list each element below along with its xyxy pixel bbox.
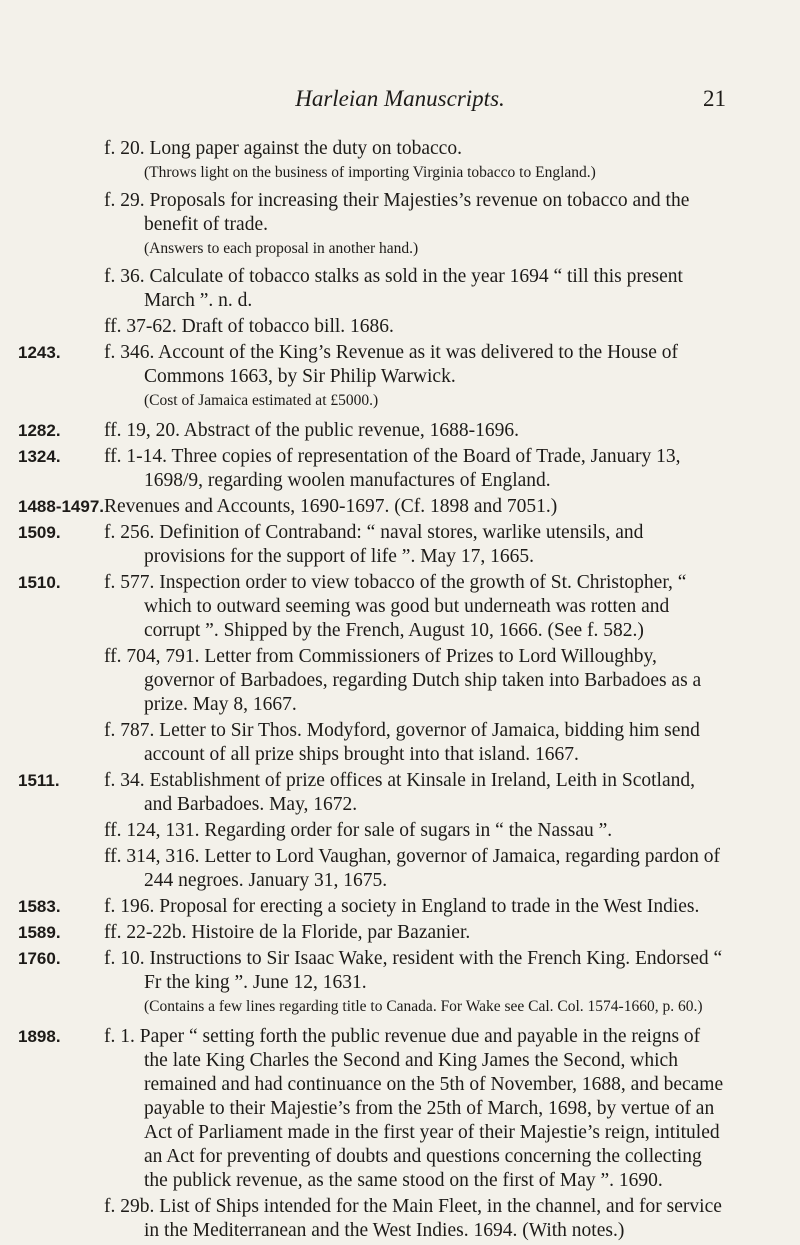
entry-note: (Answers to each proposal in another hand.) [144, 240, 419, 257]
entry-text: f. 346. Account of the King’s Revenue as it was delivered to the House of Commons 1663, by Sir Philip Warwick. [104, 342, 679, 387]
entry-text: ff. 124, 131. Regarding order for sale of sugars in “ the Nassau ”. [104, 820, 613, 841]
entry-1760 [18, 947, 724, 995]
entry-1324 [18, 445, 724, 493]
manuscript-number: 1488-1497. [18, 497, 105, 516]
entry-1282 [18, 419, 724, 443]
manuscript-number: 1760. [18, 949, 61, 968]
entry-text: ff. 37-62. Draft of tobacco bill. 1686. [104, 316, 394, 337]
entry-text: ff. 1-14. Three copies of representation of the Board of Trade, January 13, 1698/9, regarding woolen manufactures of England. [104, 446, 681, 491]
entry-text: f. 1. Paper “ setting forth the public revenue due and payable in the reigns of the late King Charles the Second and King James the Second, which remained and had continuance on the 5th of November, 1688, and became payable to their Majestie’s from the 25th of March, 1698, by vertue of an Act of Parliament made in the first year of their Majestie’s reign, intituled an Act for preventing of doubts and questions concerning the collecting the publick revenue, as the same stood on the first of May ”. 1690. [104, 1026, 724, 1191]
entry-text: f. 10. Instructions to Sir Isaac Wake, resident with the French King. Endorsed “ Fr the king ”. June 12, 1631. [104, 948, 723, 993]
manuscript-number: 1324. [18, 447, 61, 466]
entry-text: f. 34. Establishment of prize offices at Kinsale in Ireland, Leith in Scotland, and Barbadoes. May, 1672. [104, 770, 695, 815]
running-title: Harleian Manuscripts. [295, 86, 505, 111]
entry-note: (Cost of Jamaica estimated at £5000.) [144, 392, 379, 409]
manuscript-number: 1589. [18, 923, 61, 942]
entry-note: (Contains a few lines regarding title to Canada. For Wake see Cal. Col. 1574-1660, p. 60.) [144, 998, 703, 1015]
catalogue-entries [18, 137, 724, 1245]
entry-text: ff. 22-22b. Histoire de la Floride, par Bazanier. [104, 922, 471, 943]
entry-1509 [18, 521, 724, 569]
manuscript-number: 1510. [18, 573, 61, 592]
entry-text: f. 196. Proposal for erecting a society in England to trade in the West Indies. [104, 896, 700, 917]
manuscript-number: 1898. [18, 1027, 61, 1046]
entry-1898 [18, 1025, 724, 1193]
entry-1511 [18, 769, 724, 817]
entry-text: Revenues and Accounts, 1690-1697. (Cf. 1898 and 7051.) [104, 496, 558, 517]
page-number: 21 [703, 86, 726, 111]
entry-text: ff. 314, 316. Letter to Lord Vaughan, governor of Jamaica, regarding pardon of 244 negroes. January 31, 1675. [104, 846, 721, 891]
manuscript-number: 1282. [18, 421, 61, 440]
entry-text: f. 256. Definition of Contraband: “ naval stores, warlike utensils, and provisions for the support of life ”. May 17, 1665. [104, 522, 644, 567]
manuscript-number: 1583. [18, 897, 61, 916]
entry-text: f. 577. Inspection order to view tobacco of the growth of St. Christopher, “ which to outward seeming was good but underneath was rotten and corrupt ”. Shipped by the French, August 10, 1666. (See f. 582.) [104, 572, 687, 641]
manuscript-number: 1509. [18, 523, 61, 542]
entry-text: f. 29b. List of Ships intended for the Main Fleet, in the channel, and for service in the Mediterranean and the West Indies. 1694. (With notes.) [104, 1196, 722, 1241]
entry-1510 [18, 571, 724, 643]
entry-1243 [18, 341, 724, 389]
page-header [0, 86, 800, 116]
entry-1589 [18, 921, 724, 945]
entry-text: f. 20. Long paper against the duty on tobacco. [104, 138, 462, 159]
entry-text: f. 787. Letter to Sir Thos. Modyford, governor of Jamaica, bidding him send account of all prize ships brought into that island. 1667. [104, 720, 700, 765]
entry-text: ff. 19, 20. Abstract of the public revenue, 1688-1696. [104, 420, 520, 441]
entry-text: ff. 704, 791. Letter from Commissioners of Prizes to Lord Willoughby, governor of Barbadoes, regarding Dutch ship taken into Barbadoes as a prize. May 8, 1667. [104, 646, 702, 715]
entry-1488-1497 [18, 495, 724, 519]
entry-text: f. 36. Calculate of tobacco stalks as sold in the year 1694 “ till this present March ”. n. d. [104, 266, 683, 311]
manuscript-number: 1511. [18, 771, 60, 790]
manuscript-number: 1243. [18, 343, 61, 362]
entry-1583 [18, 895, 724, 919]
entry-note: (Throws light on the business of importing Virginia tobacco to England.) [144, 164, 596, 181]
entry-text: f. 29. Proposals for increasing their Majesties’s revenue on tobacco and the benefit of trade. [104, 190, 690, 235]
